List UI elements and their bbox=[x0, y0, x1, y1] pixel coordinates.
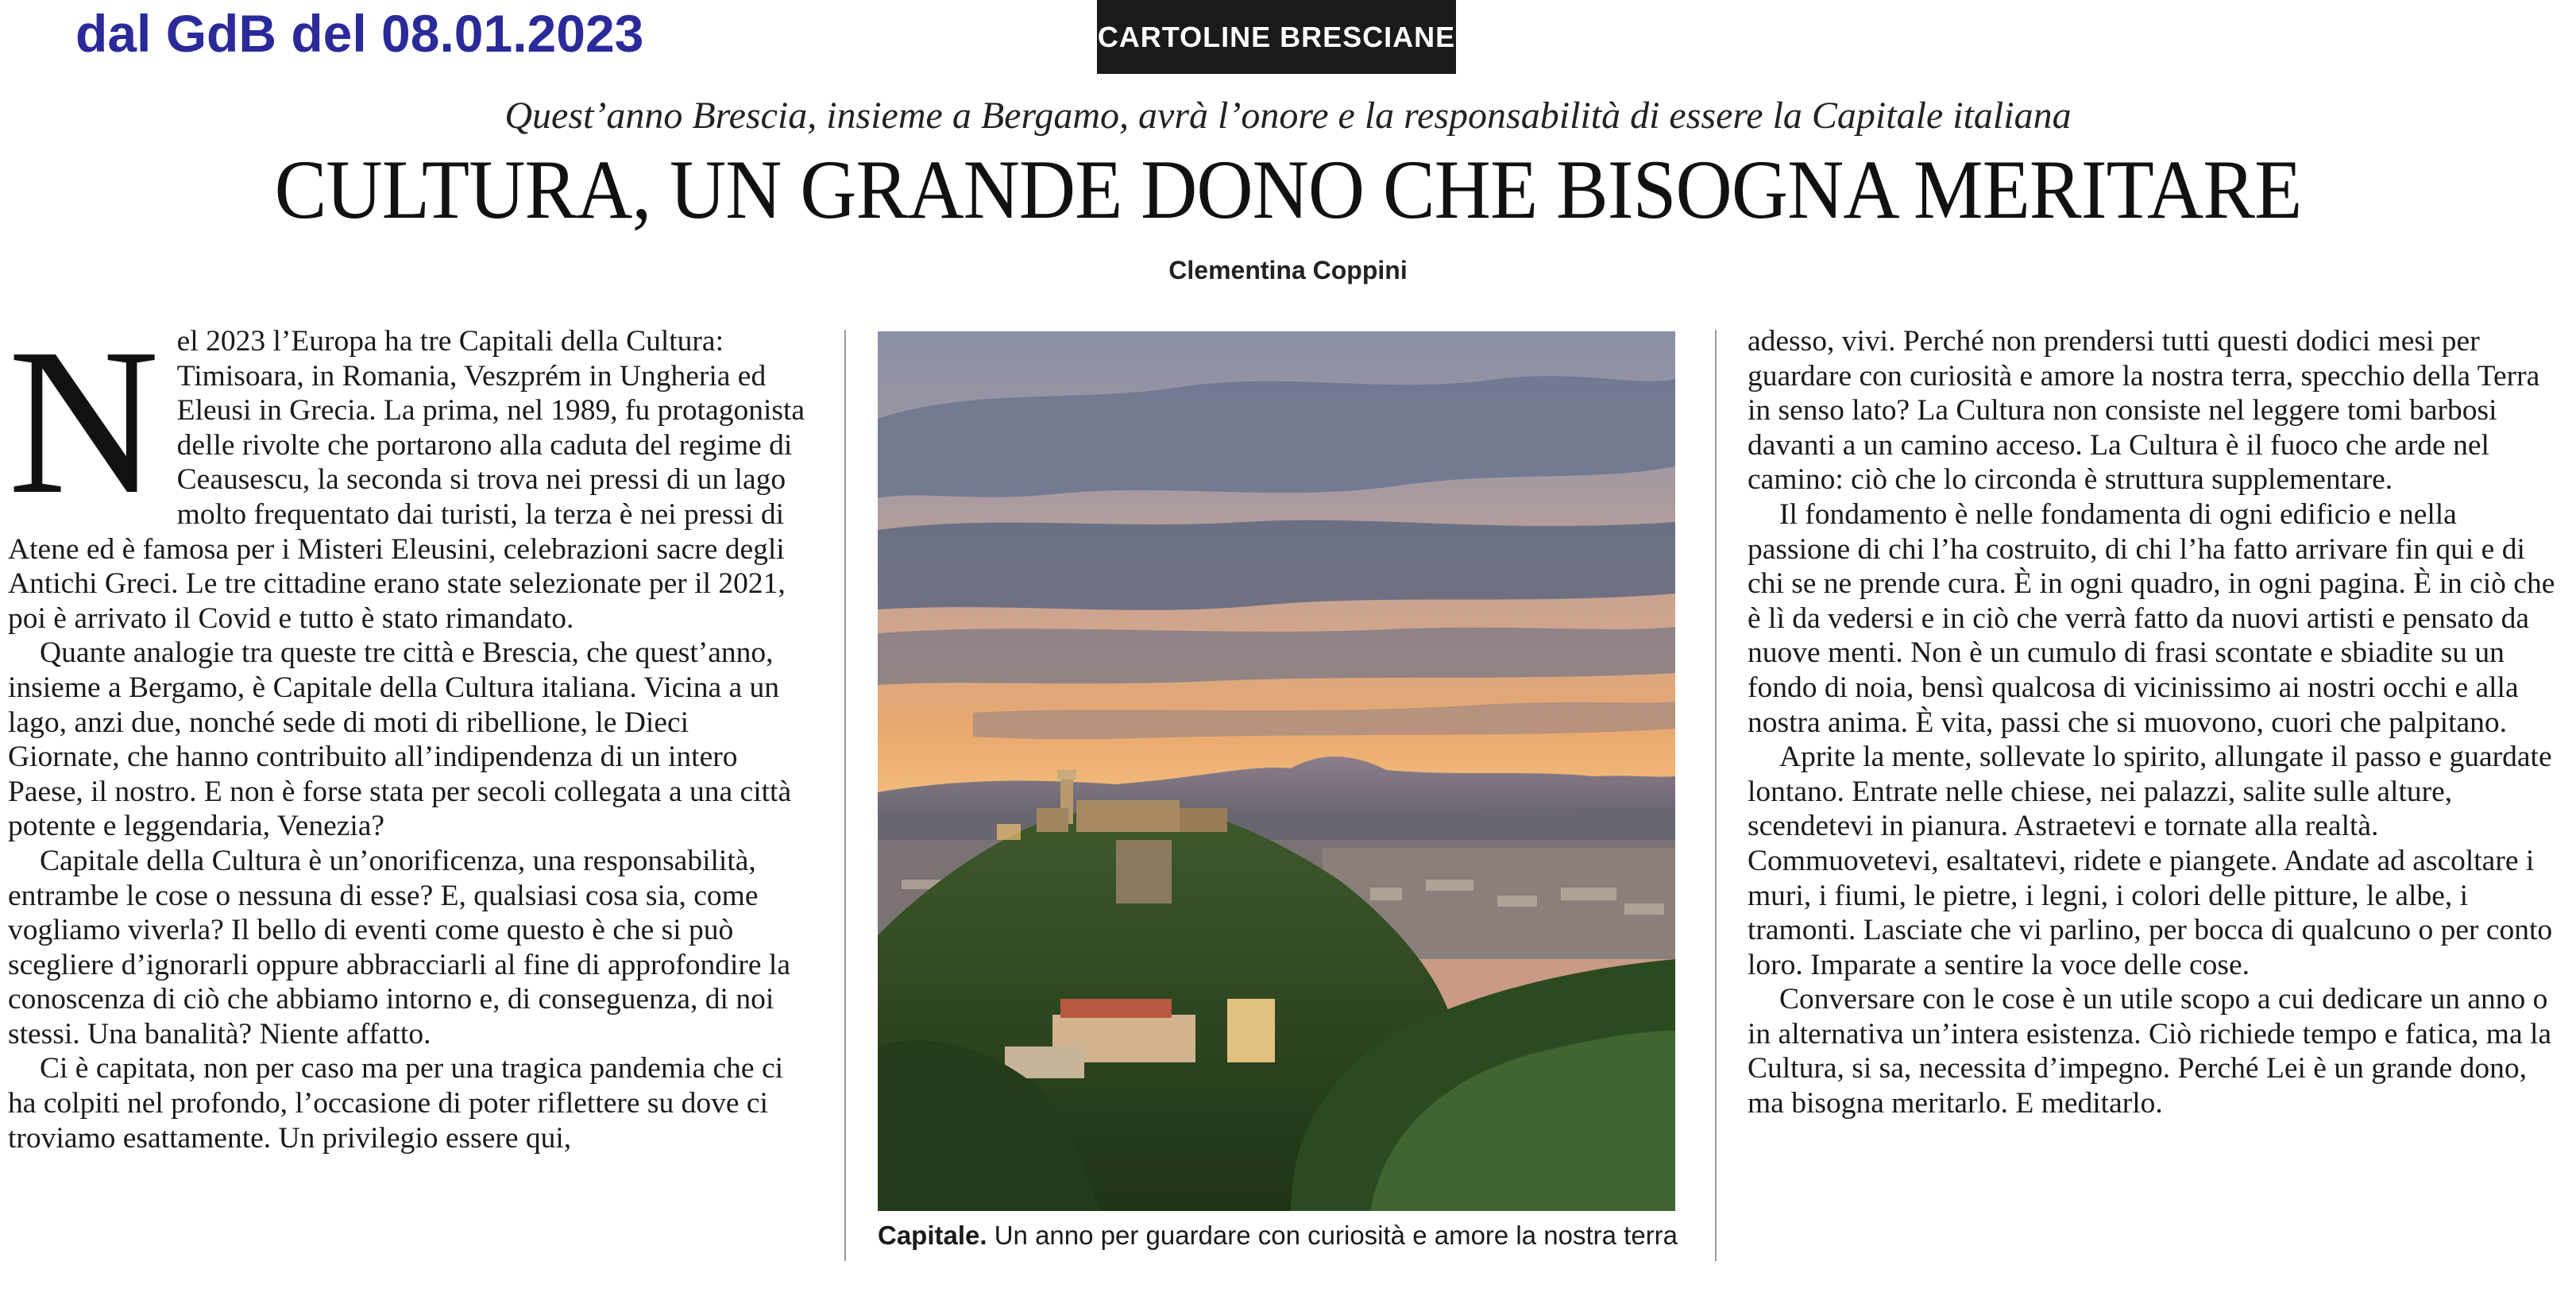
byline: Clementina Coppini bbox=[1168, 256, 1408, 284]
section-tag: CARTOLINE BRESCIANE bbox=[1097, 0, 1456, 74]
right-column bbox=[1748, 324, 2566, 1121]
column-divider-right bbox=[1715, 330, 1717, 1261]
caption-lead: Capitale. bbox=[878, 1221, 987, 1250]
caption-text: Un anno per guardare con curiosità e amore la nostra terra bbox=[987, 1221, 1678, 1250]
paragraph: Il fondamento è nelle fondamenta di ogni edificio e nella passione di chi l’ha costruito, di chi l’ha fatto arrivare fin qui e di chi se ne prende cura. È in ogni quadro, in ogni pagina. È in ciò che è lì da vedersi e in ciò che verrà fatto da nuovi artisti e pensato da nuove menti. Non è un cumulo di frasi scontate e sbiadite su un fondo di noia, bensì qualcosa di vicinissimo ai nostri occhi e alla nostra anima. È vita, passi che si muovono, cuori che palpitano. bbox=[1748, 497, 2555, 739]
source-stamp: dal GdB del 08.01.2023 bbox=[75, 4, 644, 63]
paragraph: Ci è capitata, non per caso ma per una tragica pandemia che ci ha colpiti nel profondo, l’occasione di poter riflettere su dove ci troviamo esattamente. Un privilegio essere qui, bbox=[8, 1052, 784, 1155]
left-column bbox=[8, 306, 806, 1155]
photo-castle-hill-sunset bbox=[878, 331, 1675, 1211]
paragraph: Aprite la mente, sollevate lo spirito, allungate il passo e guardate lontano. Entrate nelle chiese, nei palazzi, salite sulle alture, scendetevi in pianura. Astraetevi e tornate alla realtà. Commuovetevi, esaltatevi, ridete e piangete. Andate ad ascoltare i muri, i fiumi, le pietre, i legni, i colori delle pitture, le albe, i tramonti. Lasciate che vi parlino, per bocca di qualcuno o per conto loro. Imparate a sentire la voce delle cose. bbox=[1748, 741, 2553, 981]
paragraph: adesso, vivi. Perché non prendersi tutti questi dodici mesi per guardare con curiosità e amore la nostra terra, specchio della Terra in senso lato? La Cultura non consiste nel leggere tomi barbosi davanti a un camino acceso. La Cultura è il fuoco che arde nel camino: ciò che lo circonda è struttura supplementare. bbox=[1748, 325, 2540, 497]
photo-caption bbox=[878, 1221, 1720, 1251]
kicker: Quest’anno Brescia, insieme a Bergamo, avrà l’onore e la responsabilità di essere la Capitale italiana bbox=[504, 95, 2072, 137]
column-divider-left bbox=[844, 330, 846, 1261]
headline: CULTURA, UN GRANDE DONO CHE BISOGNA MERITARE bbox=[274, 143, 2302, 236]
paragraph: Capitale della Cultura è un’onorificenza, una responsabilità, entrambe le cose o nessuna di esse? E, qualsiasi cosa sia, come vogliamo viverla? Il bello di eventi come questo è che si può scegliere d’ignorarli oppure abbracciarli al fine di approfondire la conoscenza di ciò che abbiamo intorno e, di conseguenza, di noi stessi. Una banalità? Niente affatto. bbox=[8, 844, 790, 1050]
paragraph: Conversare con le cose è un utile scopo a cui dedicare un anno o in alternativa un’intera esistenza. Ciò richiede tempo e fatica, ma la Cultura, si sa, necessita d’impegno. Perché Lei è un grande dono, ma bisogna meritarlo. E meditarlo. bbox=[1748, 983, 2552, 1120]
drop-cap: N bbox=[8, 306, 160, 538]
paragraph: el 2023 l’Europa ha tre Capitali della Cultura: Timisoara, in Romania, Veszprém in Ungheria ed Eleusi in Grecia. La prima, nel 1989, fu protagonista delle rivolte che portarono alla caduta del regime di Ceausescu, la seconda si trova nei pressi di un lago molto frequentato dai turisti, la terza è nei pressi di Atene ed è famosa per i Misteri Eleusini, celebrazioni sacre degli Antichi Greci. Le tre cittadine erano state selezionate per il 2021, poi è arrivato il Covid e tutto è stato rimandato. bbox=[8, 325, 805, 635]
paragraph: Quante analogie tra queste tre città e Brescia, che quest’anno, insieme a Bergamo, è Capitale della Cultura italiana. Vicina a un lago, anzi due, nonché sede di moti di ribellione, le Dieci Giornate, che hanno contribuito all’indipendenza di un intero Paese, il nostro. E non è forse stata per secoli collegata a una città potente e leggendaria, Venezia? bbox=[8, 636, 792, 843]
